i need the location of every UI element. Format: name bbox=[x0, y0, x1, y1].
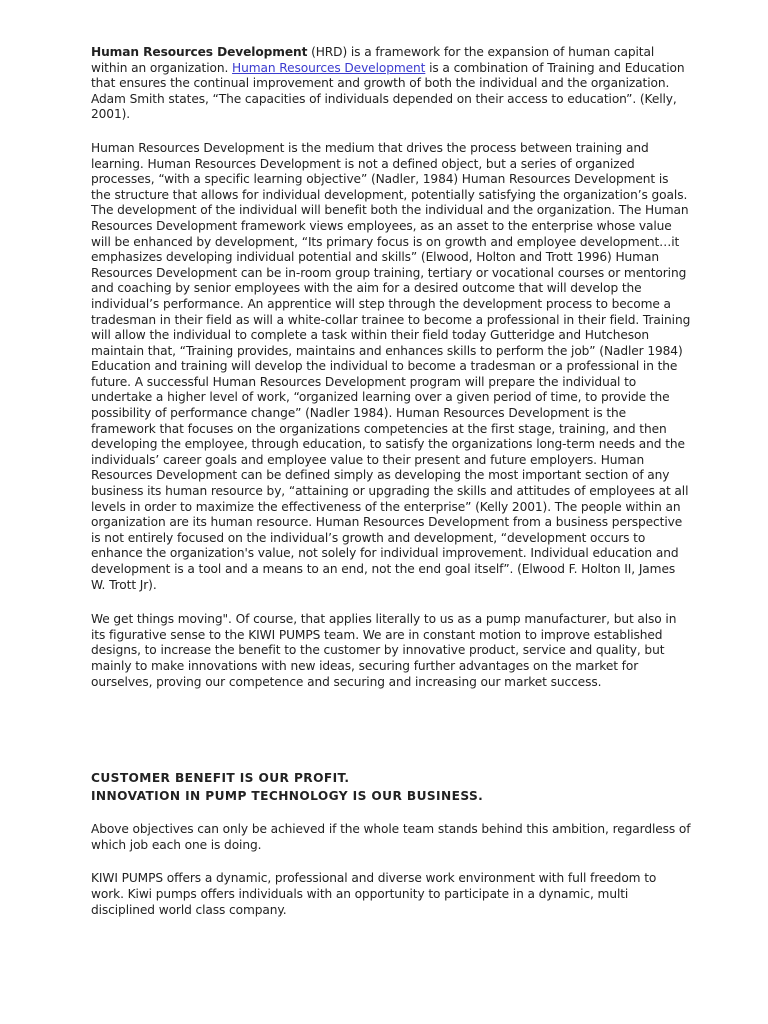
intro-bold-term: Human Resources Development bbox=[91, 45, 308, 59]
document-page bbox=[91, 45, 691, 918]
intro-text-a: (HRD) is a framework for the expansion of human capital within an organization. bbox=[91, 45, 655, 75]
intro-text-b: is a combination of Training and Education that ensures the continual improvement and growth of both the individual and the organization. Adam Smith states, “The capacities of individuals depended on their access to education”. (Kelly, 2001). bbox=[91, 60, 685, 122]
intro-paragraph bbox=[91, 45, 691, 123]
heading-customer-benefit: CUSTOMER BENEFIT IS OUR PROFIT. bbox=[91, 771, 350, 786]
section-spacer bbox=[91, 690, 691, 770]
objectives-paragraph: Above objectives can only be achieved if the whole team stands behind this ambition, regardless of which job each one is doing. bbox=[91, 822, 691, 852]
hrd-link[interactable]: Human Resources Development bbox=[232, 60, 426, 75]
hrd-body-paragraph: Human Resources Development is the medium that drives the process between training and learning. Human Resources Development is not a defined object, but a series of organized processes, “with a specific learning objective” (Nadler, 1984) Human Resources Development is the structure that allows for individual development, potentially satisfying the organization’s goals. The development of the individual will benefit both the individual and the organization. The Human Resources Development framework views employees, as an asset to the enterprise whose value will be enhanced by development, “Its primary focus is on growth and employee development…it emphasizes developing individual potential and skills” (Elwood, Holton and Trott 1996) Human Resources Development can be in-room group training, tertiary or vocational courses or mentoring and coaching by senior employees with the aim for a desired outcome that will develop the individual’s performance. An apprentice will step through the development process to become a tradesman in their field as will a white-collar trainee to become a professional in their field. Training will allow the individual to complete a task within their field today Gutteridge and Hutcheson maintain that, “Training provides, maintains and enhances skills to perform the job” (Nadler 1984) Education and training will develop the individual to become a tradesman or a professional in the future. A successful Human Resources Development program will prepare the individual to undertake a higher level of work, “organized learning over a given period of time, to provide the possibility of performance change” (Nadler 1984). Human Resources Development is the framework that focuses on the organizations competencies at the first stage, training, and then developing the employee, through education, to satisfy the organizations long-term needs and the individuals’ career goals and employee value to their present and future employers. Human Resources Development can be defined simply as developing the most important section of any business its human resource by, “attaining or upgrading the skills and attitudes of employees at all levels in order to maximize the effectiveness of the enterprise” (Kelly 2001). The people within an organization are its human resource. Human Resources Development from a business perspective is not entirely focused on the individual’s growth and development, “development occurs to enhance the organization's value, not solely for individual improvement. Individual education and development is a tool and a means to an end, not the end goal itself”. (Elwood F. Holton II, James W. Trott Jr). bbox=[91, 140, 691, 592]
pumps-paragraph: We get things moving". Of course, that applies literally to us as a pump manufacturer, but also in its figurative sense to the KIWI PUMPS team. We are in constant motion to improve established designs, to increase the benefit to the customer by innovative product, service and quality, but mainly to make innovations with new ideas, securing further advantages on the market for ourselves, proving our competence and securing and increasing our market success. bbox=[91, 612, 677, 689]
work-environment-paragraph: KIWI PUMPS offers a dynamic, professional and diverse work environment with full freedom to work. Kiwi pumps offers individuals with an opportunity to participate in a dynamic, multi disciplined world class company. bbox=[91, 871, 657, 917]
heading-innovation: INNOVATION IN PUMP TECHNOLOGY IS OUR BUSINESS. bbox=[91, 788, 484, 803]
